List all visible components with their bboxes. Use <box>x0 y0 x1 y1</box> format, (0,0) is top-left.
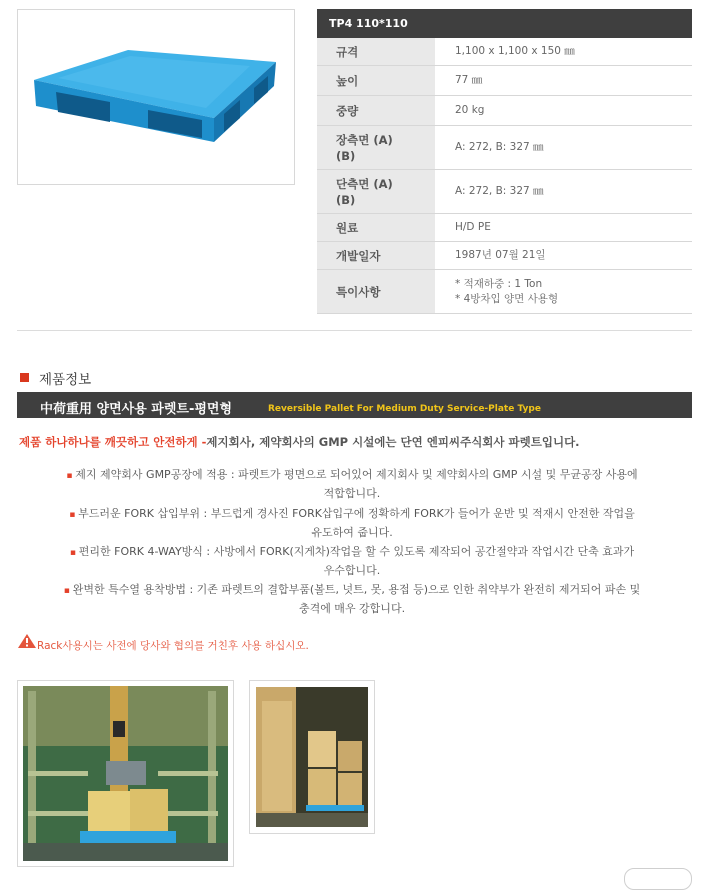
feature-line <box>17 543 687 562</box>
page-corner-button[interactable] <box>624 868 692 890</box>
feature-text: 편리한 FORK 4-WAY방식 : 사방에서 FORK(지게차)작업을 할 수 있도록 제작되어 공간절약과 작업시간 단축 효과가 <box>78 545 635 558</box>
spec-row <box>317 126 692 170</box>
spec-row <box>317 96 692 126</box>
banner-subtitle: Reversible Pallet For Medium Duty Service-Plate Type <box>268 404 541 414</box>
spec-row <box>317 214 692 242</box>
spec-key: 원료 <box>317 214 435 241</box>
spec-row <box>317 170 692 214</box>
bullet-icon: ▪ <box>69 510 79 520</box>
feature-item <box>17 581 687 618</box>
spec-value <box>455 38 692 65</box>
headline <box>19 434 580 450</box>
feature-line: 적합합니다. <box>323 487 381 500</box>
feature-text: 완벽한 특수열 용착방법 : 기존 파렛트의 결합부품(볼트, 넛트, 못, 용접 등)으로 인한 취약부가 완전히 제거되어 파손 및 <box>72 583 641 596</box>
feature-item <box>17 466 687 503</box>
feature-item <box>17 543 687 580</box>
spec-key: 규격 <box>317 38 435 65</box>
bullet-icon: ▪ <box>66 471 76 481</box>
divider <box>17 330 692 331</box>
spec-value <box>455 170 692 213</box>
spec-row <box>317 270 692 314</box>
spec-value <box>455 214 692 241</box>
headline-red: 제품 하나하나를 깨끗하고 안전하게 - <box>19 435 207 449</box>
bullet-icon: ▪ <box>63 586 73 596</box>
spec-key: 장측면 (A) (B) <box>317 126 435 169</box>
spec-value <box>455 242 692 269</box>
spec-key: 개발일자 <box>317 242 435 269</box>
spec-row <box>317 242 692 270</box>
spec-value-line: * 적재하중 : 1 Ton <box>455 277 543 290</box>
feature-line: 유도하여 줍니다. <box>311 526 393 539</box>
pallet-image <box>18 10 294 184</box>
spec-row <box>317 66 692 96</box>
spec-value <box>455 66 692 95</box>
spec-model-header: TP4 110*110 <box>317 9 692 38</box>
spec-key: 중량 <box>317 96 435 125</box>
spec-key: 단측면 (A) (B) <box>317 170 435 213</box>
bullet-icon: ▪ <box>69 548 79 558</box>
headline-dark: 제지회사, 제약회사의 GMP 시설에는 단연 엔피씨주식회사 파렛트입니다. <box>206 435 580 449</box>
warning-icon <box>17 633 37 652</box>
spec-value-line: A: 272, B: 327 ㎜ <box>455 185 544 197</box>
spec-row <box>317 38 692 66</box>
banner-main-title: 中荷重用 양면사용 파렛트-평면형 <box>40 402 233 417</box>
spec-value-line: H/D PE <box>455 221 491 233</box>
spec-value-line: 77 ㎜ <box>455 74 483 86</box>
feature-item <box>17 505 687 542</box>
feature-text: 제지 제약회사 GMP공장에 적용 : 파렛트가 평면으로 되어있어 제지회사 및 제약회사의 GMP 시설 및 무균공장 사용에 <box>75 468 638 481</box>
spec-value-line: A: 272, B: 327 ㎜ <box>455 141 544 153</box>
feature-line <box>17 466 687 485</box>
warehouse-rack-photo <box>17 680 234 867</box>
spec-value-line: 20 kg <box>455 104 485 116</box>
spec-key: 특이사항 <box>317 270 435 313</box>
feature-line <box>17 581 687 600</box>
spec-value <box>455 270 692 313</box>
section-bullet-icon <box>20 373 29 382</box>
spec-value <box>455 96 692 125</box>
section-title: 제품정보 <box>39 372 92 388</box>
warning-text: Rack사용시는 사전에 당사와 협의를 거친후 사용 하십시오. <box>37 640 309 652</box>
stacked-boxes-photo <box>249 680 375 834</box>
spec-key: 높이 <box>317 66 435 95</box>
spec-value-line: * 4방차입 양면 사용형 <box>455 292 559 305</box>
feature-line: 충격에 매우 강합니다. <box>298 602 406 615</box>
product-image-frame <box>17 9 295 185</box>
feature-text: 부드러운 FORK 삽입부위 : 부드럽게 경사진 FORK삽입구에 정확하게 FORK가 들어가 운반 및 적재시 안전한 작업을 <box>78 507 635 520</box>
spec-value-line: 1987년 07월 21일 <box>455 249 546 261</box>
feature-line: 우수합니다. <box>323 564 381 577</box>
spec-value <box>455 126 692 169</box>
spec-value-line: 1,100 x 1,100 x 150 ㎜ <box>455 45 575 57</box>
feature-line <box>17 505 687 524</box>
